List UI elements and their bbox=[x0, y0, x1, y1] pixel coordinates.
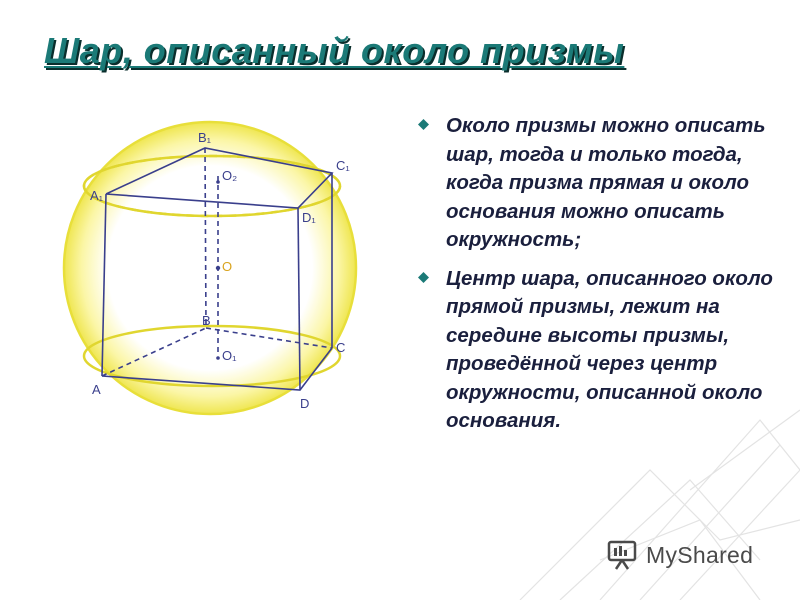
diamond-bullet-icon bbox=[418, 272, 429, 283]
watermark bbox=[606, 538, 753, 572]
bullet-text: Центр шара, описанного около прямой призмы, лежит на середине высоты призмы, проведённой через центр окружности, описанной около основания. bbox=[446, 266, 773, 432]
label-B1: B₁ bbox=[198, 130, 212, 145]
label-D1: D₁ bbox=[302, 210, 316, 225]
watermark-text: MyShared bbox=[646, 541, 754, 568]
label-D: D bbox=[300, 396, 310, 411]
bullet-list bbox=[412, 112, 797, 446]
label-B: B bbox=[202, 313, 211, 328]
bullet-item bbox=[412, 112, 797, 255]
label-C1: C₁ bbox=[336, 158, 350, 173]
sphere bbox=[64, 122, 356, 414]
label-O: O bbox=[222, 259, 233, 274]
label-A1: A₁ bbox=[90, 188, 104, 203]
label-C: C bbox=[336, 340, 346, 355]
label-O1: O₁ bbox=[222, 348, 237, 363]
label-A: A bbox=[92, 382, 101, 397]
myshared-logo-icon bbox=[606, 538, 640, 572]
bullet-item bbox=[412, 265, 797, 436]
diamond-bullet-icon bbox=[418, 119, 429, 130]
sphere-prism-figure bbox=[60, 118, 380, 438]
slide-title: Шар, описанный около призмы bbox=[44, 30, 625, 71]
bullet-text: Около призмы можно описать шар, тогда и только тогда, когда призма прямая и около основания можно описать окружность; bbox=[446, 114, 766, 251]
label-O2: O₂ bbox=[222, 168, 238, 183]
